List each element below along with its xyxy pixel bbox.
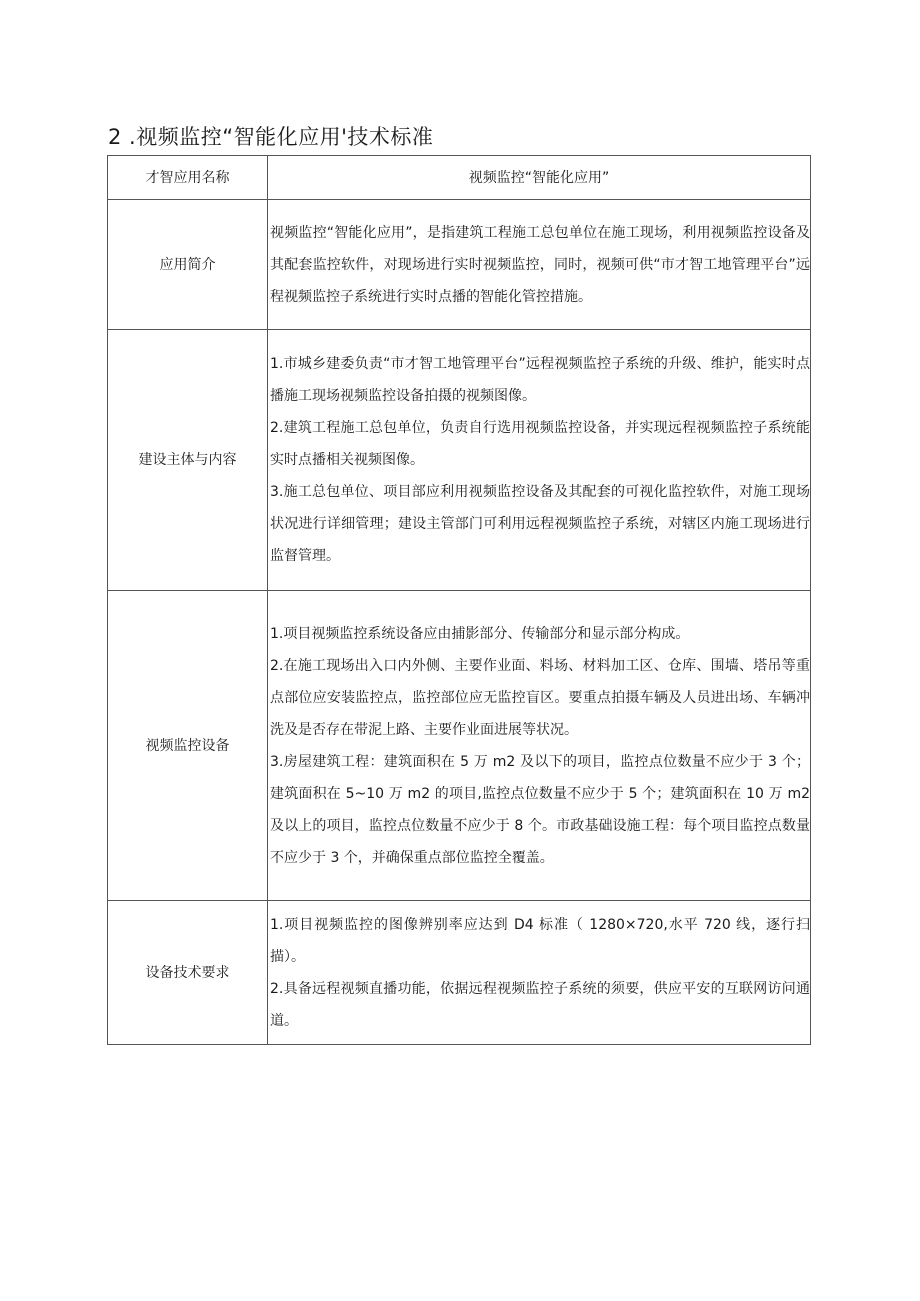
row-label-tech: 设备技术要求 xyxy=(108,901,268,1045)
table-row xyxy=(108,901,811,1045)
table-header-row xyxy=(108,156,811,200)
row-label-builder: 建设主体与内容 xyxy=(108,330,268,591)
paragraph: 3.房屋建筑工程：建筑面积在 5 万 m2 及以下的项目，监控点位数量不应少于 3 个；建筑面积在 5~10 万 m2 的项目,监控点位数量不应少于 5 个；建筑面积在 10 万 m2 及以上的项目，监控点位数量不应少于 8 个。市政基础设施工程：每个项目监控点数量不应少于 3 个，并确保重点部位监控全覆盖。 xyxy=(270,753,810,866)
row-label-equipment: 视频监控设备 xyxy=(108,591,268,901)
header-name-cell: 才智应用名称 xyxy=(108,156,268,200)
paragraph: 2.具备远程视频直播功能，依据远程视频监控子系统的须要，供应平安的互联网访问通道。 xyxy=(270,980,810,1029)
standards-table xyxy=(107,155,811,1045)
paragraph: 1.市城乡建委负责“市才智工地管理平台”远程视频监控子系统的升级、维护，能实时点播施工现场视频监控设备拍摄的视频图像。 xyxy=(270,356,810,404)
row-content-intro xyxy=(268,200,811,330)
paragraph: 视频监控“智能化应用”，是指建筑工程施工总包单位在施工现场，利用视频监控设备及其配套监控软件，对现场进行实时视频监控，同时，视频可供“市才智工地管理平台”远程视频监控子系统进行实时点播的智能化管控措施。 xyxy=(270,224,810,305)
paragraph: 3.施工总包单位、项目部应利用视频监控设备及其配套的可视化监控软件，对施工现场状况进行详细管理；建设主管部门可利用远程视频监控子系统，对辖区内施工现场进行监督管理。 xyxy=(270,484,810,564)
row-content-tech xyxy=(268,901,811,1045)
row-content-equipment xyxy=(268,591,811,901)
paragraph: 2.建筑工程施工总包单位，负责自行选用视频监控设备，并实现远程视频监控子系统能实时点播相关视频图像。 xyxy=(270,420,810,468)
header-value-cell: 视频监控“智能化应用” xyxy=(268,156,811,200)
table-row xyxy=(108,330,811,591)
row-content-builder xyxy=(268,330,811,591)
page-title: 2 .视频监控“智能化应用'技术标准 xyxy=(108,125,434,149)
paragraph: 2.在施工现场出入口内外侧、主要作业面、料场、材料加工区、仓库、围墙、塔吊等重点部位应安装监控点，监控部位应无监控盲区。要重点拍摄车辆及人员进出场、车辆冲洗及是否存在带泥上路、主要作业面进展等状况。 xyxy=(270,657,810,738)
table-row xyxy=(108,591,811,901)
paragraph: 1.项目视频监控系统设备应由捕影部分、传输部分和显示部分构成。 xyxy=(270,625,690,642)
table-row xyxy=(108,200,811,330)
row-label-intro: 应用简介 xyxy=(108,200,268,330)
paragraph: 1.项目视频监控的图像辨别率应达到 D4 标准（ 1280×720,水平 720 线，逐行扫描）。 xyxy=(270,916,810,965)
